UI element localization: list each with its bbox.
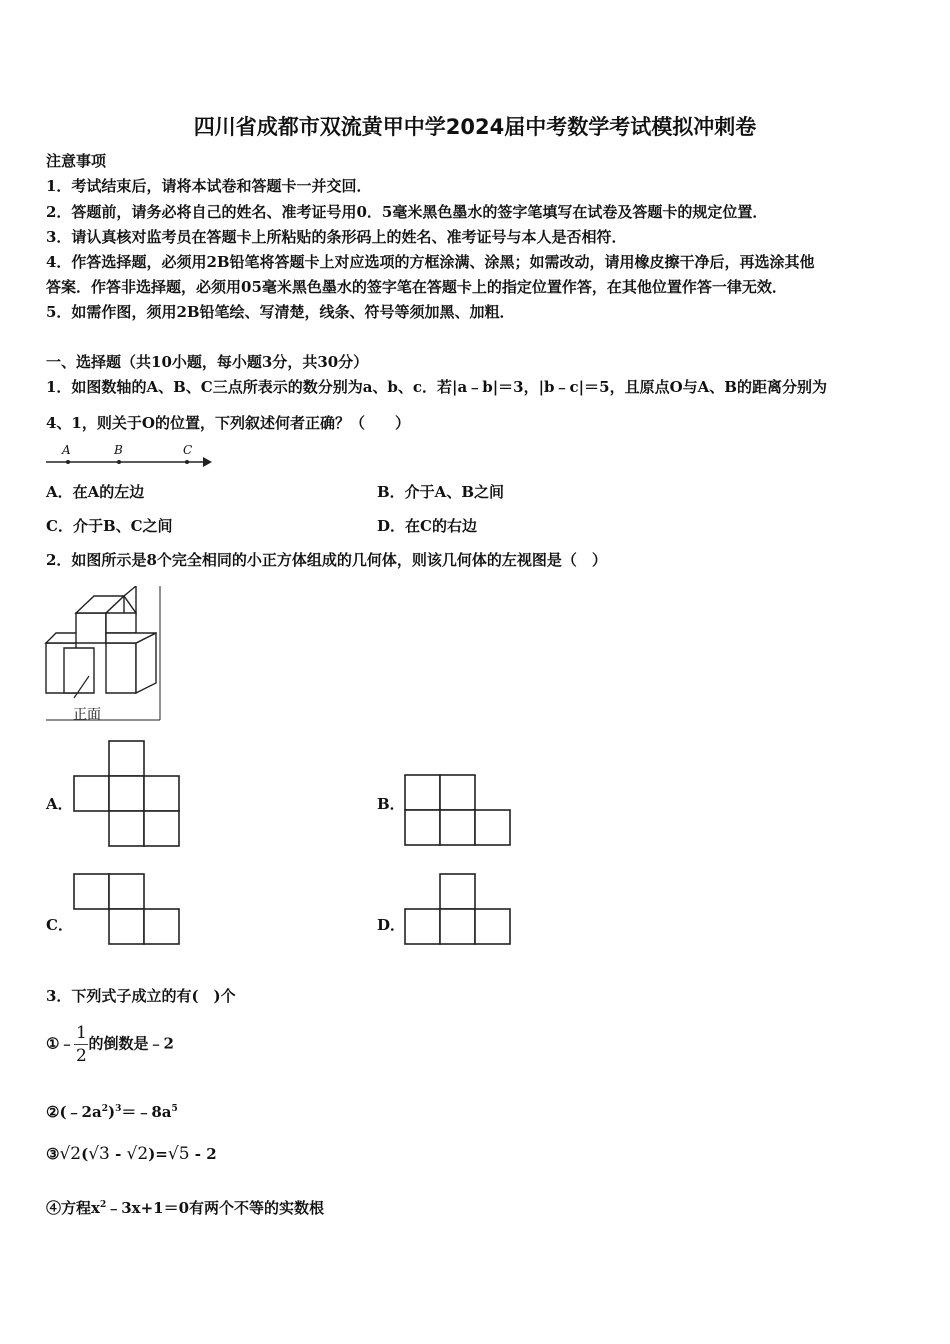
exponent: 2	[99, 1200, 107, 1210]
option-d-figure[interactable]	[404, 873, 516, 947]
notice-item: 4．作答选择题，必须用2B铅笔将答题卡上对应选项的方框涂满、涂黑；如需改动，请用橡皮擦干净后，再选涂其他	[46, 253, 815, 271]
q3-item-3	[46, 1145, 217, 1163]
option-b-figure[interactable]	[404, 774, 516, 848]
q3-item-2	[46, 1103, 178, 1121]
q3-item-4	[46, 1199, 324, 1217]
number-line-figure	[46, 455, 216, 473]
sqrt-term: √5	[167, 1144, 190, 1164]
option-a-label[interactable]: A．	[46, 795, 73, 813]
question-2-stem: 2．如图所示是8个完全相同的小正方体组成的几何体，则该几何体的左视图是（ ）	[46, 551, 607, 569]
option-a[interactable]: A．在A的左边	[46, 483, 145, 501]
axis-label-c: C	[183, 443, 193, 457]
item-4-part: ④方程x	[46, 1199, 100, 1217]
section-heading: 一、选择题（共10小题，每小题3分，共30分）	[46, 353, 369, 371]
notice-item: 5．如需作图，须用2B铅笔绘、写清楚，线条、符号等须加黑、加粗．	[46, 303, 515, 321]
axis-label-b: B	[114, 443, 123, 457]
item-2-part: ＝﹣8a	[121, 1103, 172, 1121]
sqrt-term: √2	[59, 1144, 82, 1164]
notice-item: 2．答题前，请务必将自己的姓名、准考证号用0．5毫米黑色墨水的签字笔填写在试卷及答题卡的规定位置．	[46, 203, 768, 221]
q3-item-1	[46, 1022, 174, 1067]
item-1-suffix: 的倒数是﹣2	[88, 1034, 174, 1053]
item-3-prefix: ③	[46, 1145, 60, 1163]
item-2-part: ②(﹣2a	[46, 1103, 102, 1121]
question-3-stem: 3．下列式子成立的有( )个	[46, 987, 236, 1005]
arrow-icon	[203, 457, 212, 467]
exponent: 2	[101, 1104, 108, 1114]
notice-heading: 注意事项	[46, 152, 107, 170]
option-c[interactable]: C．介于B、C之间	[46, 517, 173, 535]
exponent: 5	[171, 1104, 178, 1114]
option-c-figure[interactable]	[73, 873, 185, 947]
numerator: 1	[76, 1023, 87, 1043]
paren-equals: )=	[148, 1145, 168, 1163]
point-a	[66, 460, 70, 464]
item-4-part: ﹣3x+1＝0有两个不等的实数根	[106, 1199, 325, 1217]
fraction	[74, 1022, 88, 1067]
notice-item: 3．请认真核对监考员在答题卡上所粘贴的条形码上的姓名、准考证号与本人是否相符．	[46, 228, 627, 246]
minus: -	[109, 1145, 127, 1163]
question-1-stem: 1．如图数轴的A、B、C三点所表示的数分别为a、b、c．若|a﹣b|＝3，|b﹣c|＝5，且原点O与A、B的距离分别为	[46, 378, 827, 396]
option-d-label[interactable]: D．	[377, 916, 406, 934]
sqrt-term: √2	[126, 1144, 149, 1164]
item-1-prefix: ①﹣	[46, 1034, 75, 1053]
axis-label-a: A	[62, 443, 71, 457]
item-3-tail: - 2	[189, 1145, 217, 1163]
option-d[interactable]: D．在C的右边	[377, 517, 477, 535]
question-1-stem-cont: 4、1，则关于O的位置，下列叙述何者正确？（ ）	[46, 414, 410, 432]
page-title: 四川省成都市双流黄甲中学2024届中考数学考试模拟冲刺卷	[193, 115, 757, 139]
front-view-label: 正面	[73, 707, 101, 723]
option-c-label[interactable]: C．	[46, 916, 73, 934]
item-2-part: )	[107, 1103, 116, 1121]
point-c	[185, 460, 189, 464]
paren: (	[81, 1145, 89, 1163]
exponent: 3	[115, 1104, 122, 1114]
notice-item: 答案．作答非选择题，必须用05毫米黑色墨水的签字笔在答题卡上的指定位置作答，在其他位置作答一律无效．	[46, 278, 787, 296]
cube-solid-figure	[44, 586, 162, 722]
option-a-figure[interactable]	[73, 740, 185, 850]
point-b	[117, 460, 121, 464]
sqrt-term: √3	[88, 1144, 110, 1164]
denominator: 2	[76, 1046, 87, 1066]
option-b[interactable]: B．介于A、B之间	[377, 483, 504, 501]
option-b-label[interactable]: B．	[377, 795, 405, 813]
notice-item: 1．考试结束后，请将本试卷和答题卡一并交回．	[46, 177, 372, 195]
